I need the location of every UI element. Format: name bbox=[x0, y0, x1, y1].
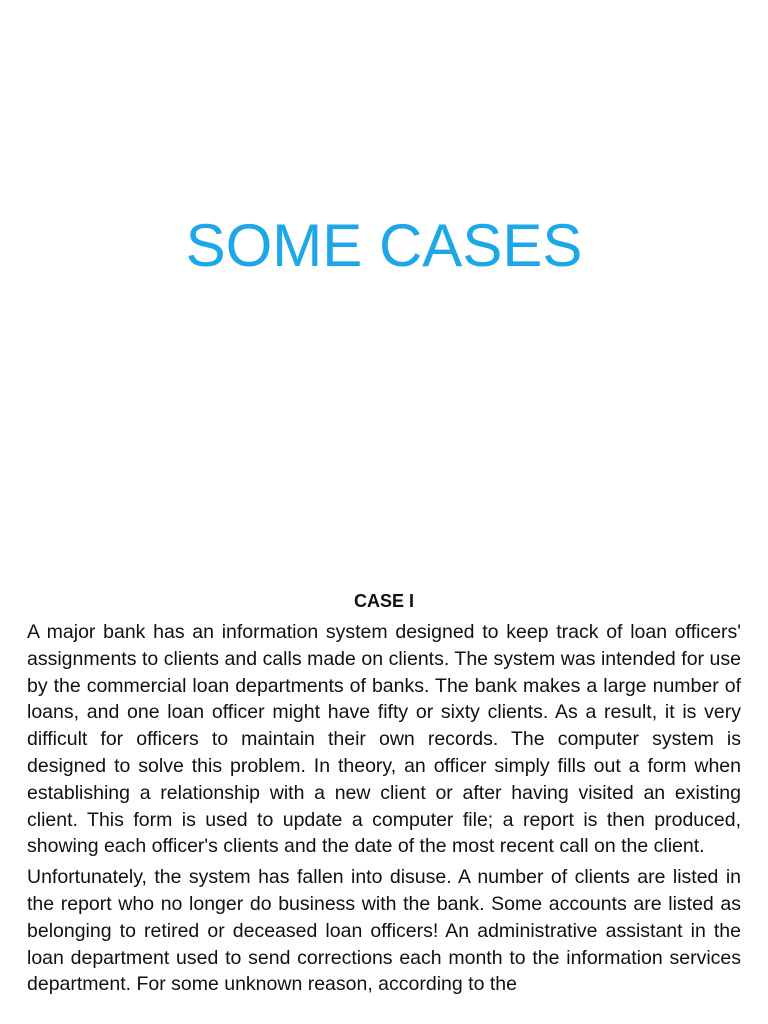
case-paragraph-1: A major bank has an information system designed to keep track of loan officers' assignments to clients and calls made on clients. The system was intended for use by the commercial loan departments of banks. The bank makes a large number of loans, and one loan officer might have fifty or sixty clients. As a result, it is very difficult for officers to maintain their own records. The computer system is designed to solve this problem. In theory, an officer simply fills out a form when establishing a relationship with a new client or after having visited an existing client. This form is used to update a computer file; a report is then produced, showing each officer's clients and the date of the most recent call on the client. bbox=[27, 621, 741, 858]
case-section bbox=[27, 589, 741, 1002]
case-heading: CASE I bbox=[353, 591, 414, 611]
page-title: SOME CASES bbox=[185, 212, 583, 279]
case-paragraph-2: Unfortunately, the system has fallen into disuse. A number of clients are listed in the report who no longer do business with the bank. Some accounts are listed as belonging to retired or deceased loan officers! An administrative assistant in the loan department used to send corrections each month to the information services department. For some unknown reason, according to the bbox=[27, 866, 741, 996]
